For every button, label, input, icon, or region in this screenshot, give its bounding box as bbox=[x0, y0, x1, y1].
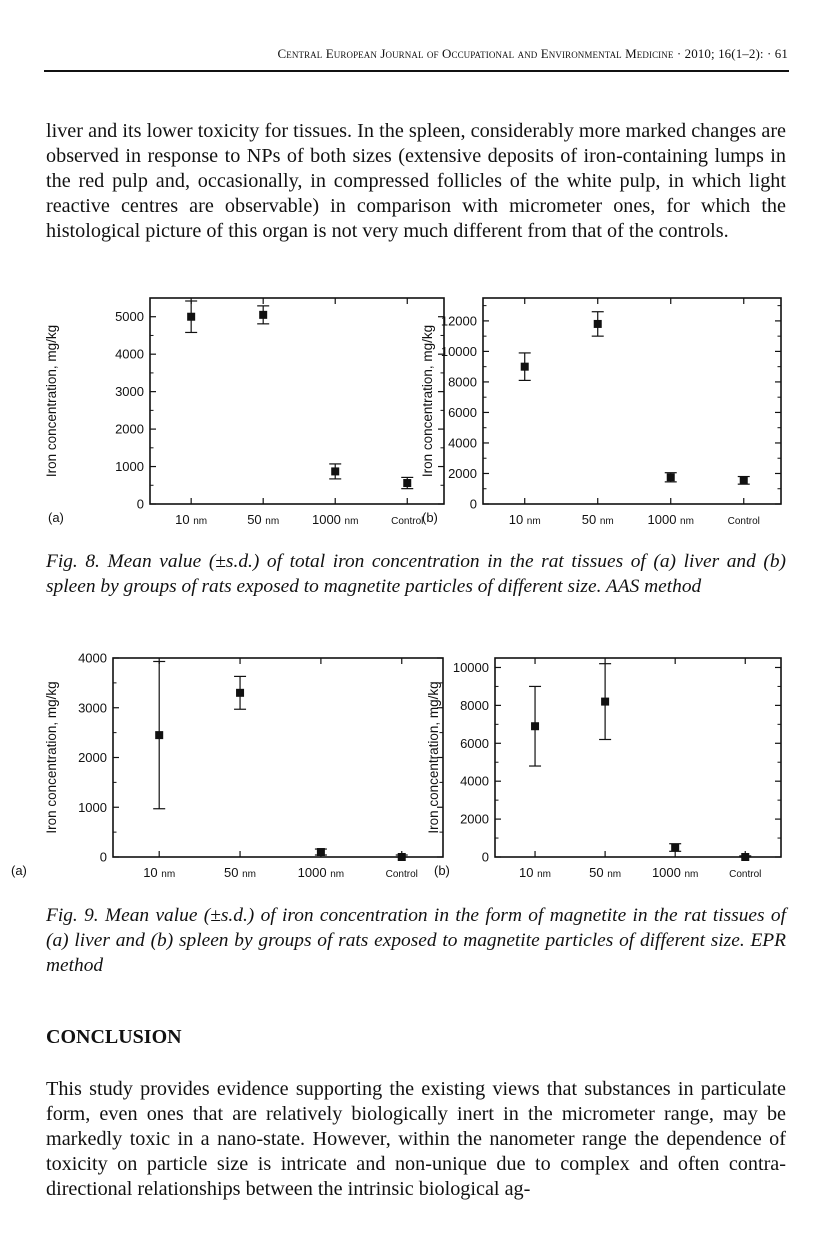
header-rule bbox=[44, 70, 789, 72]
data-point bbox=[259, 311, 267, 319]
y-tick-label: 2000 bbox=[78, 750, 107, 765]
y-tick-label: 6000 bbox=[460, 735, 489, 751]
panel-label: (b) bbox=[434, 863, 450, 878]
x-tick-label: 50 nm bbox=[589, 865, 622, 880]
data-point bbox=[667, 473, 675, 481]
data-point bbox=[521, 363, 529, 371]
x-tick-label: Control bbox=[729, 869, 762, 880]
y-tick-label: 2000 bbox=[460, 811, 489, 827]
x-tick-label: Control bbox=[385, 869, 418, 880]
y-tick-label: 4000 bbox=[448, 435, 477, 451]
journal-name: Central European Journal of Occupational and Environmental Medicine bbox=[277, 46, 674, 61]
y-tick-label: 8000 bbox=[460, 697, 489, 713]
x-tick-label: Control bbox=[727, 516, 760, 527]
plot-frame bbox=[483, 298, 781, 504]
x-tick-label: 10 nm bbox=[143, 865, 176, 880]
chart-fig9a bbox=[11, 648, 420, 888]
data-point bbox=[594, 320, 602, 328]
y-axis-label: Iron concentration, mg/kg bbox=[44, 324, 59, 478]
data-point bbox=[740, 476, 748, 484]
data-point bbox=[317, 848, 325, 856]
y-tick-label: 0 bbox=[136, 496, 144, 512]
plot-frame bbox=[495, 658, 781, 857]
x-tick-label: 50 nm bbox=[224, 865, 257, 880]
y-tick-label: 4000 bbox=[460, 773, 489, 789]
data-point bbox=[531, 722, 539, 730]
y-tick-label: 1000 bbox=[115, 459, 144, 475]
plot-frame bbox=[113, 658, 443, 857]
chart-fig8a bbox=[40, 288, 424, 536]
x-tick-label: 50 nm bbox=[247, 512, 280, 527]
y-tick-label: 2000 bbox=[448, 465, 477, 481]
plot-frame bbox=[150, 298, 444, 504]
data-point bbox=[601, 698, 609, 706]
x-tick-label: 1000 nm bbox=[311, 512, 359, 527]
y-tick-label: 6000 bbox=[448, 404, 477, 420]
data-point bbox=[155, 731, 163, 739]
y-tick-label: 4000 bbox=[78, 650, 107, 666]
data-point bbox=[398, 853, 406, 861]
data-point bbox=[331, 467, 339, 475]
y-tick-label: 3000 bbox=[78, 700, 107, 716]
panel-label: (a) bbox=[11, 863, 27, 878]
journal-citation: 2010; 16(1–2): bbox=[684, 46, 764, 61]
y-tick-label: 0 bbox=[481, 849, 489, 865]
y-axis-label: Iron concentration, mg/kg bbox=[44, 681, 59, 834]
chart-fig9b bbox=[422, 648, 802, 888]
page-number: 61 bbox=[774, 46, 788, 61]
x-tick-label: 10 nm bbox=[519, 865, 552, 880]
x-tick-label: 1000 nm bbox=[651, 865, 699, 880]
data-point bbox=[403, 479, 411, 487]
y-tick-label: 5000 bbox=[115, 309, 144, 325]
y-tick-label: 8000 bbox=[448, 374, 477, 390]
conclusion-heading: CONCLUSION bbox=[46, 1026, 182, 1048]
data-point bbox=[236, 689, 244, 697]
y-axis-label: Iron concentration, mg/kg bbox=[426, 681, 441, 834]
running-header: Central European Journal of Occupational and Environmental Medicine · 2010; 16(1–2): · 61 bbox=[277, 46, 788, 61]
y-tick-label: 10000 bbox=[440, 343, 477, 359]
chart-fig8b bbox=[416, 288, 796, 536]
panel-label: (a) bbox=[48, 510, 64, 525]
y-axis-label: Iron concentration, mg/kg bbox=[420, 324, 435, 478]
y-tick-label: 1000 bbox=[78, 799, 107, 815]
conclusion-paragraph: This study provides evidence supporting the existing views that substances in particulate form, even ones that are relatively biologically inert in the micrometer range, may be markedly toxic in a nano-state. However, within the nanometer range the dependence of toxicity on particle size is intricate and non-unique due to complex and often contra-directional relationships between the intrinsic biological ag- bbox=[46, 1078, 786, 1200]
y-tick-label: 12000 bbox=[440, 313, 477, 329]
y-tick-label: 0 bbox=[99, 849, 107, 865]
y-tick-label: 4000 bbox=[115, 346, 144, 362]
x-tick-label: 1000 nm bbox=[647, 512, 694, 527]
x-tick-label: Control bbox=[391, 516, 424, 527]
y-tick-label: 10000 bbox=[452, 659, 489, 675]
x-tick-label: 50 nm bbox=[581, 512, 614, 527]
y-tick-label: 2000 bbox=[115, 421, 144, 437]
figure-9-caption: Fig. 9. Mean value (±s.d.) of iron concentration in the form of magnetite in the rat tissues of (a) liver and (b) spleen by groups of rats exposed to magnetite particles of different size. EPR method bbox=[46, 905, 786, 976]
panel-label: (b) bbox=[422, 510, 438, 525]
x-tick-label: 10 nm bbox=[175, 512, 208, 527]
data-point bbox=[671, 844, 679, 852]
x-tick-label: 10 nm bbox=[508, 512, 541, 527]
y-tick-label: 0 bbox=[469, 496, 477, 512]
x-tick-label: 1000 nm bbox=[297, 865, 345, 880]
data-point bbox=[741, 853, 749, 861]
body-paragraph-top: liver and its lower toxicity for tissues. In the spleen, considerably more marked changes are observed in response to NPs of both sizes (extensive deposits of iron-containing lumps in the red pulp and, occasionally, in compressed follicles of the white pulp, in which light reactive centres are observable) in comparison with micrometer ones, for which the histological picture of this organ is not very much different from that of the controls. bbox=[46, 120, 786, 242]
data-point bbox=[187, 313, 195, 321]
figure-8-caption: Fig. 8. Mean value (±s.d.) of total iron concentration in the rat tissues of (a) liver and (b) spleen by groups of rats exposed to magnetite particles of different size. AAS method bbox=[46, 551, 786, 597]
y-tick-label: 3000 bbox=[115, 384, 144, 400]
